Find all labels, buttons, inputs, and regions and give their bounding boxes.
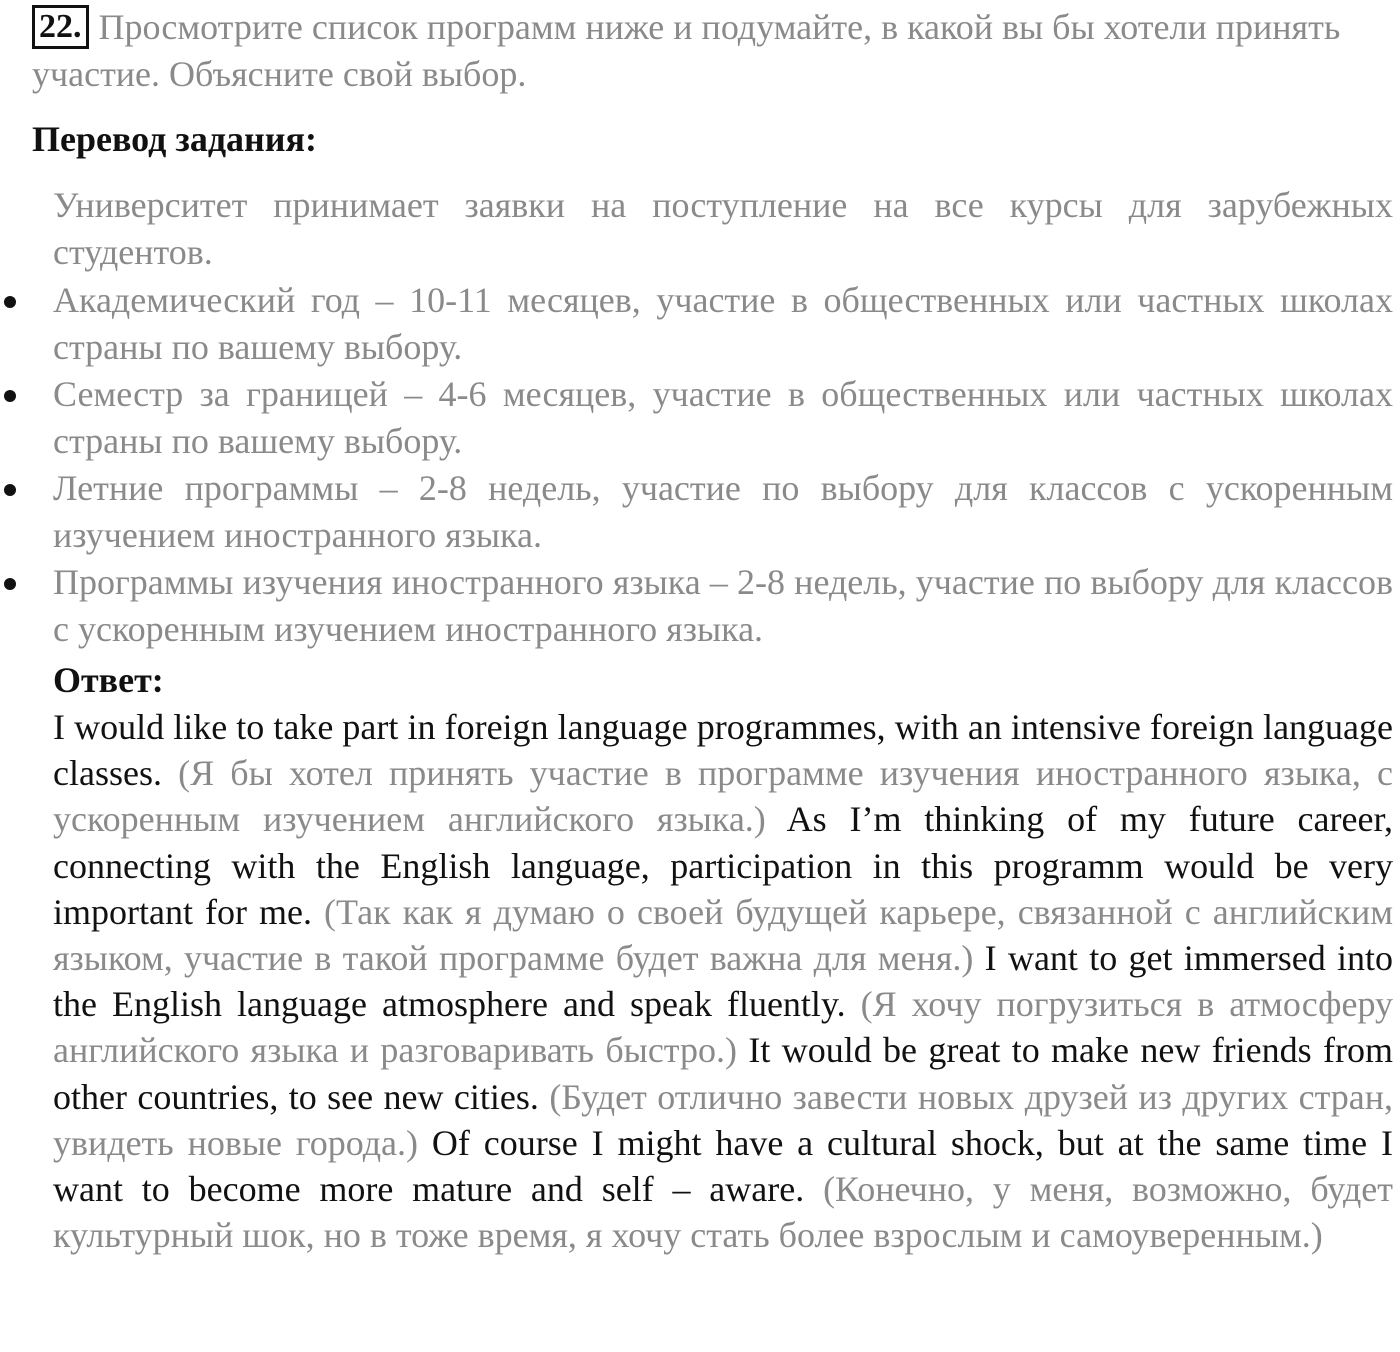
- answer-body: [53, 704, 1393, 1258]
- bullet-icon: [4, 296, 16, 308]
- answer-russian: (Будет отлично завести новых друзей из других стран, увидеть новые города.): [53, 1076, 1394, 1163]
- list-item: [0, 277, 1393, 371]
- translation-intro: Университет принимает заявки на поступление на все курсы для зарубежных студентов.: [53, 185, 1393, 272]
- bullet-icon: [4, 484, 16, 496]
- program-list: [0, 277, 1400, 653]
- task-text: Просмотрите список программ ниже и подумайте, в какой вы бы хотели принять участие. Объясните свой выбор.: [32, 7, 1341, 94]
- answer-english: I would like to take part in foreign language programmes, with an intensive foreign language classes.: [53, 707, 1393, 794]
- list-item: [0, 465, 1393, 559]
- answer-russian: (Так как я думаю о своей будущей карьере, связанной с английским языком, участие в такой программе будет важна для меня.): [53, 891, 1393, 979]
- translation-heading: Перевод задания:: [32, 119, 317, 159]
- answer-english: As I’m thinking of my future career, connecting with the English language, participation in this programm would be very important for me.: [53, 799, 1393, 932]
- task-number: 22.: [32, 5, 89, 49]
- answer-russian: (Я хочу погрузиться в атмосферу английского языка и разговаривать быстро.): [53, 984, 1393, 1071]
- answer-english: I want to get immersed into the English language atmosphere and speak fluently.: [53, 938, 1393, 1025]
- answer-russian: (Я бы хотел принять участие в программе изучения иностранного языка, с ускоренным изучением английского языка.): [53, 753, 1393, 840]
- list-item-text: Летние программы – 2-8 недель, участие по выбору для классов с ускоренным изучением иностранного языка.: [53, 468, 1393, 555]
- bullet-icon: [4, 390, 16, 402]
- answer-english: Of course I might have a cultural shock, but at the same time I want to become more mature and self – aware.: [53, 1122, 1394, 1210]
- bullet-icon: [4, 578, 16, 590]
- task-statement: [32, 4, 1372, 98]
- list-item: [0, 559, 1393, 653]
- list-item-text: Программы изучения иностранного языка – 2-8 недель, участие по выбору для классов с ускоренным изучением иностранного языка.: [53, 562, 1393, 649]
- answer-english: It would be great to make new friends from other countries, to see new cities.: [53, 1030, 1393, 1117]
- list-item-text: Семестр за границей – 4-6 месяцев, участие в общественных или частных школах страны по вашему выбору.: [53, 374, 1393, 461]
- list-item-text: Академический год – 10-11 месяцев, участие в общественных или частных школах страны по вашему выбору.: [53, 280, 1393, 367]
- answer-russian: (Конечно, у меня, возможно, будет культурный шок, но в тоже время, я хочу стать более взрослым и самоуверенным.): [53, 1169, 1394, 1256]
- answer-heading: Ответ:: [53, 660, 164, 700]
- list-item: [0, 371, 1393, 465]
